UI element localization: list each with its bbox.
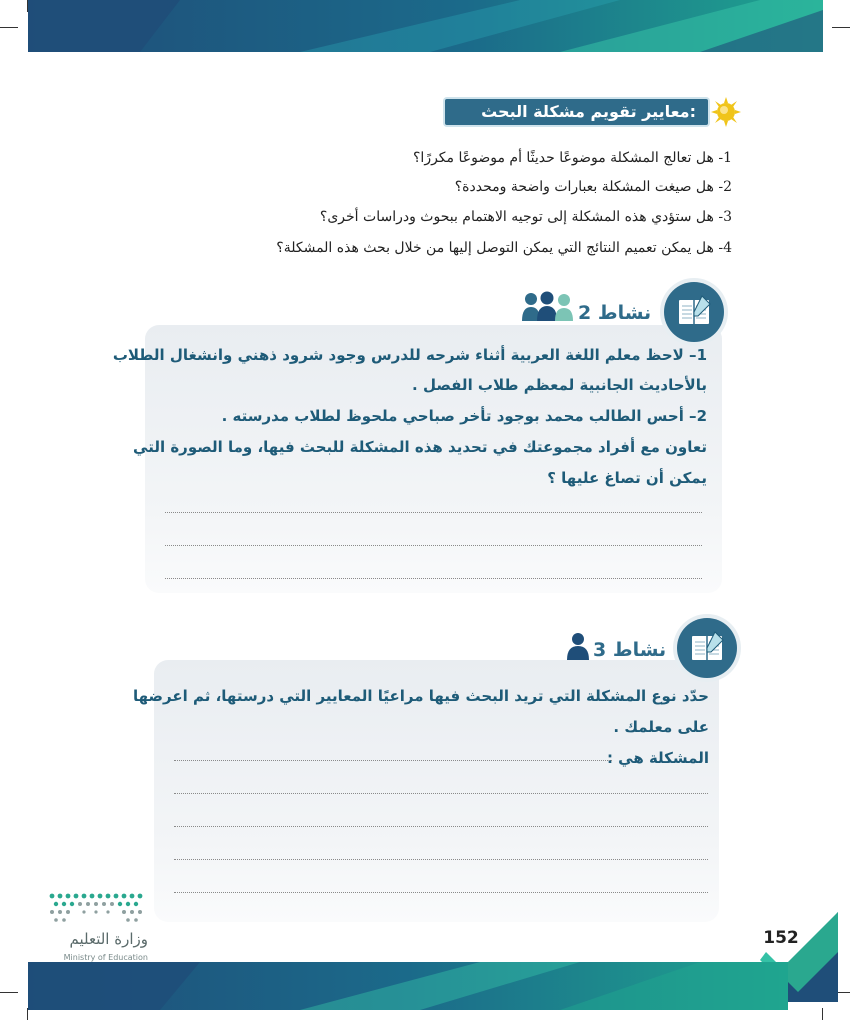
answer-line[interactable]: [174, 793, 708, 794]
answer-line[interactable]: [165, 512, 702, 513]
top-banner: [0, 0, 850, 52]
notebook-pencil-icon: [677, 618, 737, 678]
activity-3-icon-circle: [677, 618, 737, 678]
activity-2-line-5: يمكن أن تصاغ عليها ؟: [547, 469, 707, 487]
answer-line[interactable]: [174, 826, 708, 827]
activity-3-line-1: حدّد نوع المشكلة التي تريد البحث فيها مراعيًا المعايير التي درستها، ثم اعرضها: [133, 687, 709, 705]
activity-2-line-2: بالأحاديث الجانبية لمعظم طلاب الفصل .: [412, 376, 707, 394]
criteria-question-3: 3- هل ستؤدي هذه المشكلة إلى توجيه الاهتمام ببحوث ودراسات أخرى؟: [319, 209, 732, 225]
activity-2-icon-circle: [664, 282, 724, 342]
ministry-logo-icon: [46, 890, 146, 924]
activity-3-line-2: على معلمك .: [613, 718, 709, 736]
activity-2-line-4: تعاون مع أفراد مجموعتك في تحديد هذه المشكلة للبحث فيها، وما الصورة التي: [133, 438, 707, 456]
answer-line[interactable]: [174, 859, 708, 860]
criteria-title: معايير تقويم مشكلة البحث:: [481, 102, 696, 121]
bottom-banner: [0, 962, 850, 1010]
ministry-name-english: Ministry of Education: [63, 953, 148, 962]
criteria-question-4: 4- هل يمكن تعميم النتائج التي يمكن التوصل إليها من خلال بحث هذه المشكلة؟: [276, 240, 732, 256]
ministry-name-arabic: وزارة التعليم: [69, 930, 148, 948]
activity-2-label: نشاط 2: [578, 302, 652, 324]
activity-2-line-3: 2– أحس الطالب محمد بوجود تأخر صباحي ملحوظ لطلاب مدرسته .: [221, 407, 707, 425]
criteria-question-2: 2- هل صيغت المشكلة بعبارات واضحة ومحددة؟: [454, 179, 732, 195]
criteria-question-1: 1- هل تعالج المشكلة موضوعًا حديثًا أم موضوعًا مكررًا؟: [413, 150, 732, 166]
problem-label: المشكلة هي :: [606, 749, 709, 767]
notebook-pencil-icon: [664, 282, 724, 342]
problem-answer-line[interactable]: [174, 760, 612, 761]
answer-line[interactable]: [165, 578, 702, 579]
activity-3-label: نشاط 3: [593, 639, 667, 661]
answer-line[interactable]: [165, 545, 702, 546]
criteria-title-box: [445, 99, 708, 125]
page-number: 152: [763, 928, 799, 948]
answer-line[interactable]: [174, 892, 708, 893]
group-people-icon: [520, 291, 576, 323]
activity-2-line-1: 1– لاحظ معلم اللغة العربية أثناء شرحه للدرس وجود شرود ذهني وانشغال الطلاب: [112, 346, 707, 364]
sun-icon: [704, 96, 744, 128]
person-icon: [566, 632, 590, 660]
